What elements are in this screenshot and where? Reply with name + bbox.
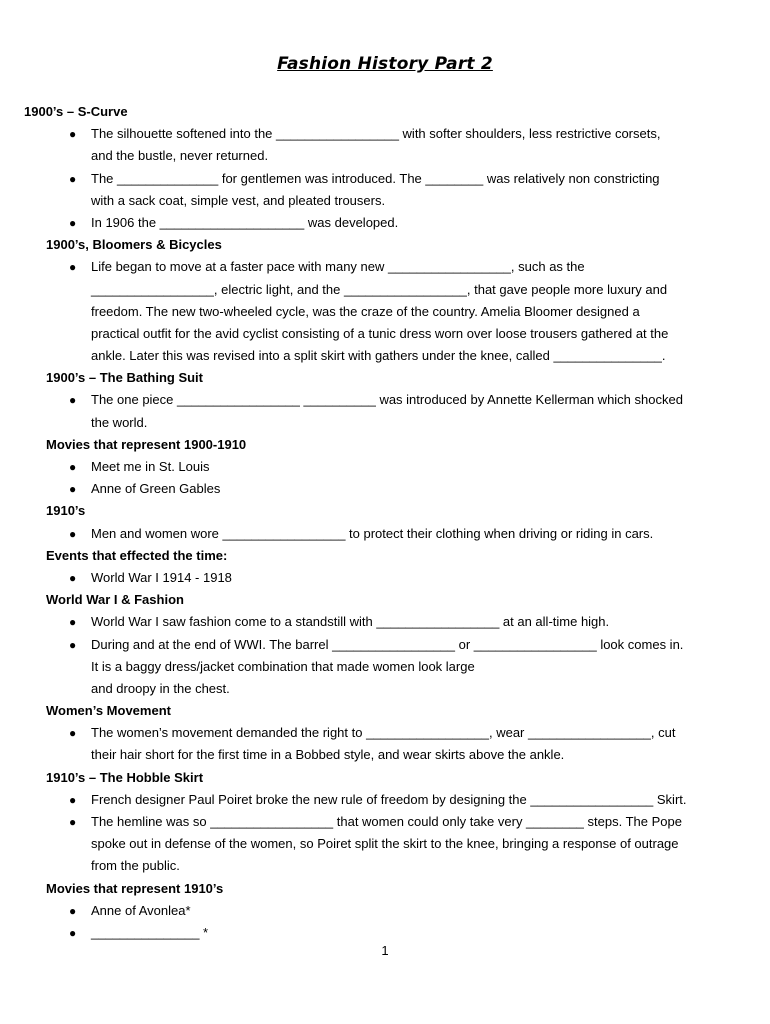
section-heading: 1910’s [46,503,86,519]
bullet-item [0,789,770,811]
bullet-item [0,811,770,833]
bullet-text: the world. [91,414,148,430]
bullet-item [0,922,770,944]
bullet-icon: ● [69,127,77,142]
bullet-icon: ● [69,482,77,497]
bullet-item [0,634,770,656]
bullet-item [0,212,770,234]
bullet-text: freedom. The new two-wheeled cycle, was the craze of the country. Amelia Bloomer designed a [91,303,640,319]
bullet-icon: ● [69,460,77,474]
bullet-text: with a sack coat, simple vest, and pleated trousers. [91,192,386,208]
bullet-text: The silhouette softened into the _________________ with softer shoulders, less restrictive corsets, [91,126,661,142]
bullet-continuation [0,323,770,345]
bullet-item [0,478,770,500]
bullet-continuation [0,412,770,434]
bullet-item [0,168,770,190]
bullet-text: In 1906 the ____________________ was developed. [91,214,399,230]
section-heading: 1900’s, Bloomers & Bicycles [46,237,222,253]
bullet-text: It is a baggy dress/jacket combination that made women look large [91,658,475,674]
bullet-icon: ● [69,260,77,275]
section-heading: 1900’s – S-Curve [24,104,128,119]
bullet-text: The one piece _________________ __________ was introduced by Annette Kellerman which shocked [91,392,683,408]
bullet-icon: ● [69,570,77,585]
bullet-icon: ● [69,171,77,186]
section-heading: 1910’s – The Hobble Skirt [46,769,204,785]
bullet-continuation [0,345,770,367]
bullet-icon: ● [69,637,77,652]
section-heading: World War I & Fashion [46,592,184,608]
bullet-item [0,900,770,922]
bullet-continuation [0,145,770,167]
section-heading: Women’s Movement [46,703,171,719]
bullet-item [0,123,770,145]
bullet-item [0,567,770,589]
bullet-text: from the public. [91,858,180,874]
bullet-text: The women’s movement demanded the right to _________________, wear _________________, cut [91,725,676,741]
bullet-icon: ● [69,215,77,230]
bullet-continuation [0,855,770,877]
bullet-item [0,611,770,633]
page-number: 1 [381,943,389,958]
bullet-item [0,256,770,278]
section-heading: 1900’s – The Bathing Suit [46,370,204,386]
bullet-continuation [0,656,770,678]
bullet-continuation [0,301,770,323]
bullet-item [0,389,770,411]
bullet-text: _________________, electric light, and the _________________, that gave people more luxury and [91,281,668,297]
bullet-text: Meet me in St. Louis [91,459,210,474]
bullet-icon: ● [69,615,77,630]
bullet-text: French designer Paul Poiret broke the new rule of freedom by designing the _________________ Skirt. [91,791,687,807]
bullet-text: The ______________ for gentlemen was introduced. The ________ was relatively non constricting [91,170,660,186]
bullet-text: Anne of Avonlea* [91,902,191,918]
bullet-text: their hair short for the first time in a Bobbed style, and wear skirts above the ankle. [91,747,565,763]
bullet-text: World War I saw fashion come to a standstill with _________________ at an all-time high. [91,614,610,630]
bullet-icon: ● [69,792,77,807]
bullet-text: ankle. Later this was revised into a split skirt with gathers under the knee, called _______________. [91,348,666,364]
bullet-continuation [0,833,770,855]
bullet-icon: ● [69,815,77,829]
bullet-continuation [0,279,770,301]
bullet-text: practical outfit for the avid cyclist consisting of a tunic dress worn over loose trousers gathered at the [91,325,669,341]
section-heading: Movies that represent 1900-1910 [46,436,247,452]
bullet-icon: ● [69,903,77,918]
bullet-text: Life began to move at a faster pace with many new _________________, such as the [91,259,585,275]
section-heading: Movies that represent 1910’s [46,880,224,896]
bullet-text: The hemline was so _________________ that women could only take very ________ steps. The Pope [91,814,682,829]
bullet-text: spoke out in defense of the women, so Poiret split the skirt to the knee, bringing a response of outrage [91,836,679,852]
bullet-item [0,456,770,478]
bullet-icon: ● [69,726,77,741]
bullet-text: During and at the end of WWI. The barrel _________________ or _________________ look comes in. [91,636,684,652]
bullet-continuation [0,190,770,212]
bullet-text: and droopy in the chest. [91,680,230,696]
bullet-text: Anne of Green Gables [91,481,221,497]
section-heading: Events that effected the time: [46,547,228,563]
bullet-text: _______________ * [91,924,209,940]
bullet-icon: ● [69,925,77,940]
bullet-icon: ● [69,393,77,408]
bullet-text: Men and women wore _________________ to protect their clothing when driving or riding in cars. [91,525,654,541]
bullet-text: and the bustle, never returned. [91,148,269,164]
bullet-continuation [0,744,770,766]
bullet-item [0,722,770,744]
bullet-item [0,523,770,545]
page-title: Fashion History Part 2 [277,54,493,74]
bullet-icon: ● [69,526,77,541]
bullet-text: World War I 1914 - 1918 [91,569,232,585]
worksheet-content [0,101,770,944]
bullet-continuation [0,678,770,700]
